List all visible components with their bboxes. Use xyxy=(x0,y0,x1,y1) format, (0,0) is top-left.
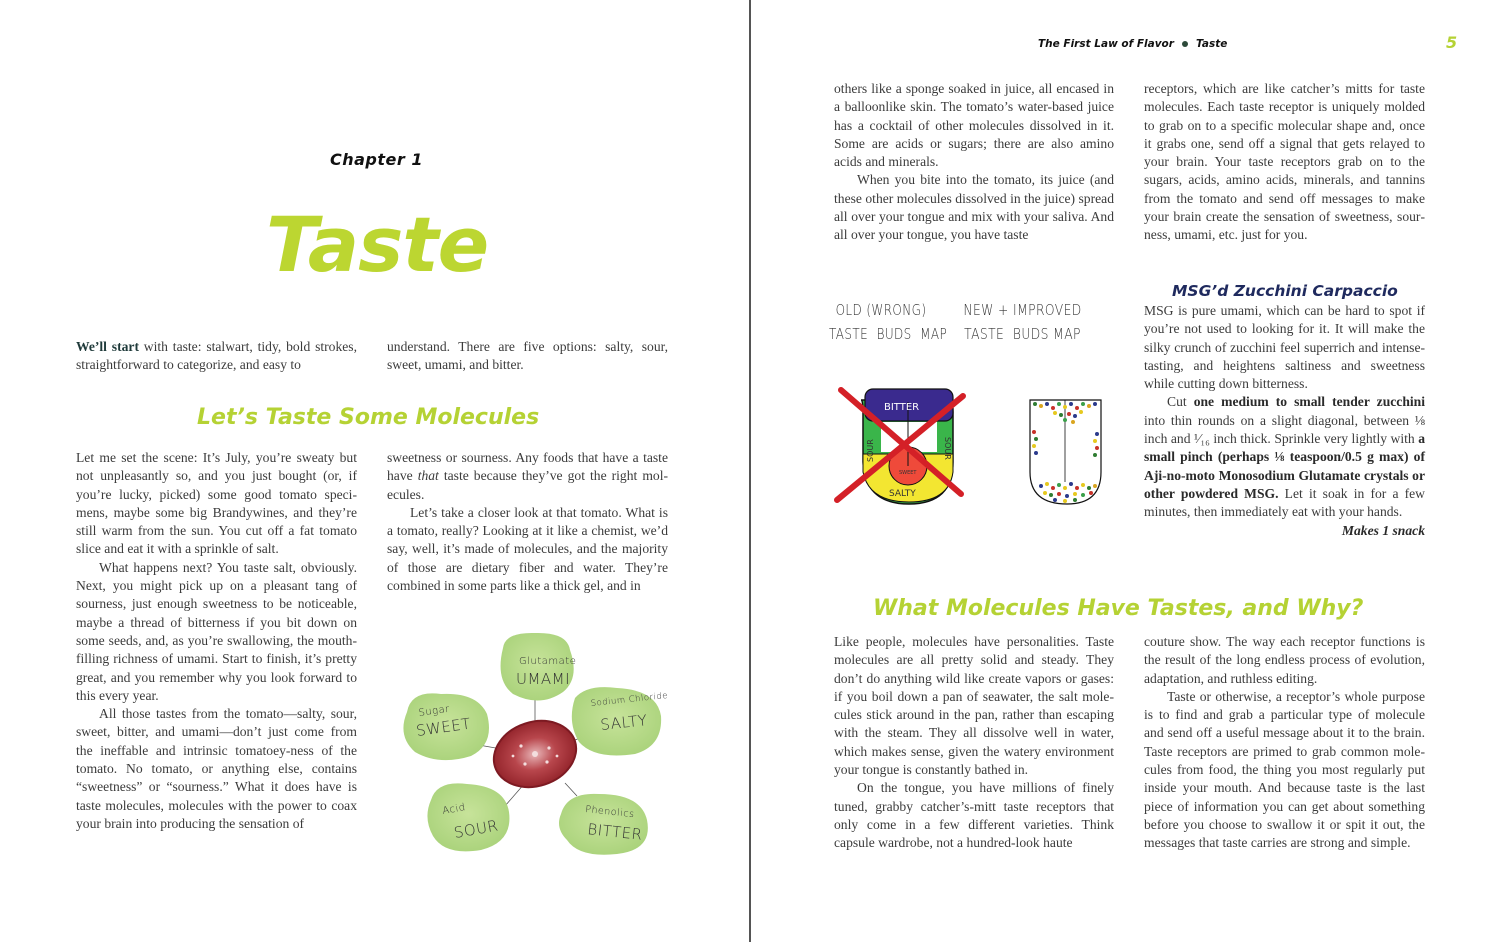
bullet-dot-icon xyxy=(1182,41,1188,47)
intro-col2-text: understand. There are five options: salty, sour, sweet, umami, and bitter. xyxy=(387,339,668,373)
svg-text:Phenolics: Phenolics xyxy=(584,804,635,821)
running-head xyxy=(1038,38,1227,50)
svg-text:SWEET: SWEET xyxy=(899,470,917,476)
svg-text:Glutamate: Glutamate xyxy=(519,656,577,667)
svg-text:SOUR: SOUR xyxy=(866,439,875,462)
intro-col1-text: with taste: stalwart, tidy, bold strokes, straightforward to categorize, and easy to xyxy=(76,339,357,373)
svg-text:SALTY: SALTY xyxy=(599,711,649,734)
svg-text:Sodium Chloride: Sodium Chloride xyxy=(590,690,669,709)
svg-text:BITTER: BITTER xyxy=(884,402,920,413)
paragraph: sweetness or sourness. Any foods that have a taste have that taste because they’ve got the right molecules. xyxy=(387,450,669,502)
paragraph: All those tastes from the tomato—salty, sour, sweet, bitter, and umami—don’t just come from the ineffable and intrinsic tomatoey-ness of the tomato. No tomato, or anything else, contains “sweetness” or “sourness.” What it does have is taste molecules, molecules with the power to coax your brain into producing the sensation of xyxy=(76,706,357,831)
recipe-method: Cut one medium to small tender zucchini into thin rounds on a slight diagonal, between ⅛ inch and ¹⁄₁₆ inch thick. Sprinkle very lightly with a small pinch (perhaps ⅛ teaspoon/0.5 g max) of Aji-no-moto Monosodium Glutamate crystals or other powdered MSG. Let it soak in for a few minutes, then immediately eat with your hands. xyxy=(1144,394,1426,520)
tomato-taste-illustration xyxy=(395,628,675,858)
tongue-maps-illustration xyxy=(829,292,1129,512)
left-page xyxy=(0,0,749,942)
right-page xyxy=(751,0,1500,942)
new-map-label: NEW + IMPROVED TASTE BUDS MAP xyxy=(963,301,1082,343)
svg-text:SOUR: SOUR xyxy=(452,816,500,842)
svg-text:SWEET: SWEET xyxy=(415,714,473,740)
old-tongue-map-icon xyxy=(837,389,963,504)
intro-col1 xyxy=(76,338,357,375)
svg-text:SOUR: SOUR xyxy=(943,437,952,460)
right-col2-top xyxy=(1144,80,1425,245)
paragraph: On the tongue, you have millions of finely tuned, grabby catcher’s-mitt taste receptors that only come in a few different varieties. Think capsule wardrobe, not a hundred-look haute xyxy=(834,780,1114,851)
svg-text:UMAMI: UMAMI xyxy=(516,670,571,688)
svg-text:Sugar: Sugar xyxy=(417,703,451,719)
intro-lead-in: We’ll start xyxy=(76,339,139,354)
recipe-body xyxy=(1144,302,1425,540)
page-number: 5 xyxy=(1446,33,1458,52)
recipe-intro: MSG is pure umami, which can be hard to spot if you’re not used to looking for it. It will make the silky crunch of zucchini feel superrich and intense-tasting, and heightens saltiness and sweetness while cutting down bitterness. xyxy=(1144,303,1425,392)
paragraph: receptors, which are like catcher’s mitts for taste molecules. Each taste receptor is uniquely molded to grab on to a specific molecular shape and, once it grabs one, send off a signal that gets relayed to your brain. Your taste receptors grab on to the sugars, acids, amino acids, minerals, and tannins from the tomato and send off messages to make your brain create the sensation of sweetness, sourness, umami, etc. just for you. xyxy=(1144,81,1425,243)
right-col1-bottom xyxy=(834,633,1114,853)
recipe-title: MSG’d Zucchini Carpaccio xyxy=(1172,282,1398,300)
paragraph: What happens next? You taste salt, obviously. Next, you might pick up on a pleasant tang of sourness, just enough sweetness to be noticeable, maybe a thread of bitterness if you bit down on some seeds, and, as you’re swallowing, the mouth-filling richness of umami. Start to finish, it’s pretty great, and you remember why you look forward to this every year. xyxy=(76,559,357,703)
running-head-book: The First Law of Flavor xyxy=(1038,38,1174,50)
paragraph: others like a sponge soaked in juice, all encased in a balloonlike skin. The tomato’s water-based juice has a cocktail of other molecules dissolved in it. Some are acids or sugars; there are also amino acids and minerals. xyxy=(834,81,1114,170)
paragraph: Like people, molecules have personalities. Taste molecules are all pretty solid and steady. They don’t do anything wild like create vapors or gases: if you boil down a pan of seawater, the salt molecules stick around in the pan, rather than escaping with the steam. They all dissolve well in water, which makes sense, given the watery environment your tongue is constantly bathed in. xyxy=(834,634,1114,778)
recipe-yield: Makes 1 snack xyxy=(1341,522,1425,538)
taste-blobs-diagram xyxy=(395,628,675,858)
paragraph: couture show. The way each receptor functions is the result of the long endless process of evolution, adaptation, and ruthless editing. xyxy=(1144,634,1425,686)
left-col1 xyxy=(76,449,357,833)
svg-text:BITTER: BITTER xyxy=(586,820,644,844)
sour-blob xyxy=(427,783,509,851)
running-head-chapter: Taste xyxy=(1195,38,1228,50)
new-tongue-map-icon xyxy=(1030,400,1101,504)
svg-text:Acid: Acid xyxy=(441,802,467,817)
right-col2-bottom xyxy=(1144,633,1425,853)
svg-text:SALTY: SALTY xyxy=(889,489,916,499)
section-heading-molecules-why: What Molecules Have Tastes, and Why? xyxy=(873,596,1364,621)
tongue-maps-drawing xyxy=(829,382,1129,507)
old-map-label: OLD (WRONG) TASTE BUDS MAP xyxy=(829,301,948,343)
intro-col2 xyxy=(387,338,668,375)
paragraph: Taste or otherwise, a receptor’s whole purpose is to find and grab a particular type of molecule and send off a useful message about it to the brain. Taste receptors are primed to grab common molecules from food, the thing you most regularly put inside your mouth. And because taste is the last piece of information you can get about something before you choose to swallow it or spit it out, the messages that taste carries are strong and simple. xyxy=(1144,688,1425,851)
paragraph: When you bite into the tomato, its juice (and these other molecules dissolved in the juice) spread all over your tongue and mix with your saliva. And all over your tongue, you have taste xyxy=(834,172,1114,243)
chapter-label: Chapter 1 xyxy=(330,150,423,169)
right-col1-top xyxy=(834,80,1114,245)
section-heading-taste-molecules: Let’s Taste Some Molecules xyxy=(197,405,540,430)
left-col2 xyxy=(387,449,668,595)
paragraph: Let’s take a closer look at that tomato. What is a tomato, really? Looking at it like a chemist, we’d say, well, it’s made of molecules, and the majority of those are dietary fiber and water. They’re combined in some parts like a thick gel, and in xyxy=(387,504,668,594)
paragraph: Let me set the scene: It’s July, you’re sweaty but not unpleasantly so, and you just bought (or, if you’re lucky, picked) some good tomato specimens, maybe some big Brandywines, and they’re still warm from the sun. You cut off a fat tomato slice and eat it with a sprinkle of salt. xyxy=(76,450,357,557)
chapter-title: Taste xyxy=(266,200,489,289)
